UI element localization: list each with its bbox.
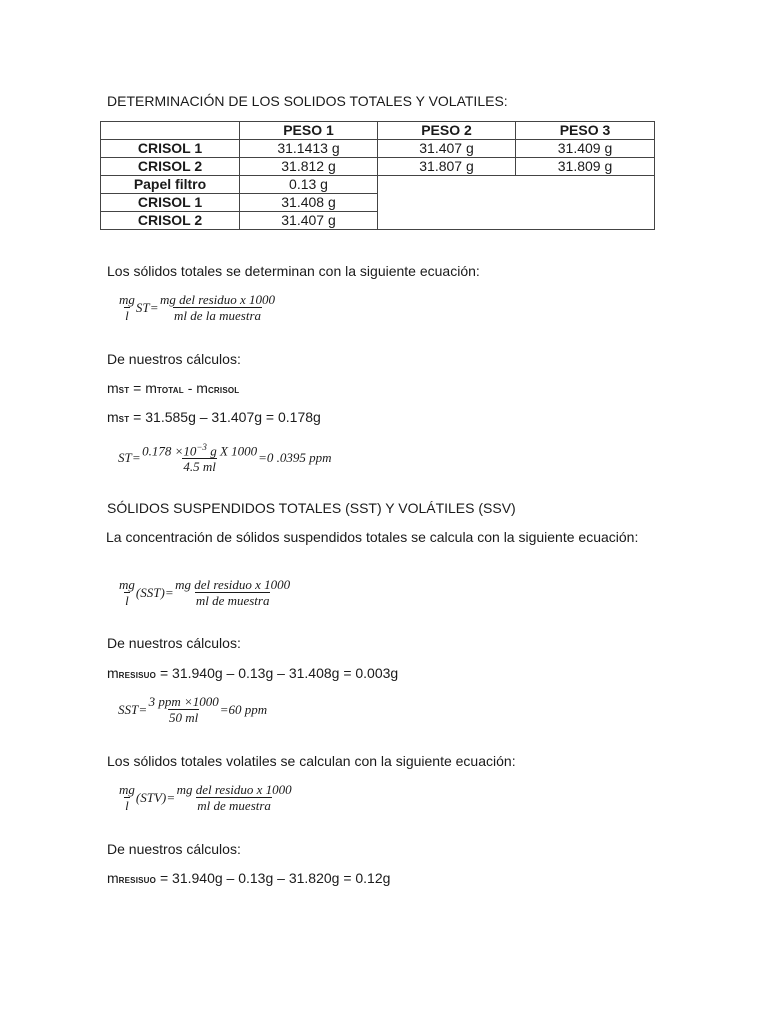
mass-symbol: m: [107, 665, 119, 681]
eq-numerator: mg del residuo x 1000: [176, 782, 292, 797]
stv-intro-text: Los sólidos totales volatiles se calculan con la siguiente ecuación:: [107, 753, 516, 769]
eq-denominator: 4.5 ml: [183, 459, 216, 475]
table-cell: 31.409 g: [516, 140, 655, 158]
row-label: CRISOL 1: [101, 194, 240, 212]
eq-variable: ST: [118, 449, 132, 465]
eq-equals: =: [132, 449, 141, 465]
table-cell: 31.407 g: [378, 140, 516, 158]
mst-calculation-line: [107, 409, 321, 425]
weights-table: [100, 121, 655, 230]
subscript: TOTAL: [156, 386, 184, 395]
eq-numerator: mg del residuo x 1000: [159, 292, 276, 307]
calc-label: De nuestros cálculos:: [107, 635, 241, 651]
table-cell: 31.809 g: [516, 158, 655, 176]
eq-denominator: l: [125, 593, 129, 608]
eq-denominator: ml de muestra: [197, 798, 271, 813]
subscript: RESISUO: [118, 876, 157, 885]
row-label: Papel filtro: [101, 176, 240, 194]
eq-variable: SST: [118, 702, 139, 717]
mresiduo-calculation-line: [107, 870, 390, 886]
text-fragment: = 31.940g – 0.13g – 31.408g = 0.003g: [156, 665, 399, 681]
table-cell: 31.407 g: [240, 212, 378, 230]
table-cell: 0.13 g: [240, 176, 378, 194]
st-intro-text: Los sólidos totales se determinan con la siguiente ecuación:: [107, 263, 480, 279]
eq-numerator: [141, 440, 258, 458]
eq-numerator: 3 ppm ×1000: [148, 694, 219, 709]
mst-definition-line: [107, 380, 239, 396]
eq-denominator: l: [125, 308, 129, 323]
table-row: [101, 158, 655, 176]
mass-symbol: m: [107, 870, 119, 886]
equation-sst-definition: [118, 577, 291, 609]
empty-cell: [378, 176, 655, 230]
eq-result: =0 .0395 ppm: [258, 449, 332, 465]
eq-equals: =: [139, 702, 147, 717]
eq-equals: =: [167, 790, 175, 805]
eq-variable: (SST): [135, 585, 165, 600]
eq-equals: =: [165, 585, 174, 600]
table-header-cell: PESO 3: [516, 122, 655, 140]
table-cell: 31.408 g: [240, 194, 378, 212]
mass-symbol: m: [107, 409, 119, 425]
eq-denominator: ml de la muestra: [173, 308, 262, 323]
table-cell: 31.812 g: [240, 158, 378, 176]
eq-numerator: mg: [119, 577, 135, 592]
eq-equals: =: [150, 300, 158, 315]
text-fragment: g X 1000: [206, 443, 258, 459]
eq-numerator: mg: [119, 292, 135, 307]
eq-variable: ST: [135, 300, 150, 315]
table-header-cell: [101, 122, 240, 140]
table-header-cell: PESO 1: [240, 122, 378, 140]
row-label: CRISOL 2: [101, 212, 240, 230]
calc-label: De nuestros cálculos:: [107, 841, 241, 857]
table-header-cell: PESO 2: [378, 122, 516, 140]
text-fragment: = m: [129, 380, 157, 396]
exponent: −3: [196, 442, 207, 452]
table-row: [101, 176, 655, 194]
equation-stv-definition: [118, 782, 293, 814]
text-fragment: 0.178 ×10: [142, 443, 197, 459]
eq-numerator: mg: [119, 782, 135, 797]
eq-result: =60 ppm: [219, 702, 268, 717]
section-heading-solids: DETERMINACIÓN DE LOS SOLIDOS TOTALES Y VOLATILES:: [107, 93, 508, 109]
section-heading-sst: SÓLIDOS SUSPENDIDOS TOTALES (SST) Y VOLÁTILES (SSV): [107, 500, 516, 516]
eq-numerator: mg del residuo x 1000: [175, 577, 291, 592]
eq-variable: (STV): [135, 790, 167, 805]
subscript: CRISOL: [207, 386, 240, 395]
row-label: CRISOL 1: [101, 140, 240, 158]
mass-symbol: m: [107, 380, 119, 396]
text-fragment: = 31.940g – 0.13g – 31.820g = 0.12g: [156, 870, 391, 886]
equation-st-result: [118, 440, 332, 475]
table-row: [101, 140, 655, 158]
subscript: RESISUO: [118, 671, 157, 680]
text-fragment: = 31.585g – 31.407g = 0.178g: [129, 409, 321, 425]
calc-label: De nuestros cálculos:: [107, 351, 241, 367]
subscript: ST: [118, 386, 130, 395]
sst-intro-text: La concentración de sólidos suspendidos totales se calcula con la siguiente ecuación:: [106, 529, 639, 545]
mresiduo-calculation-line: [107, 665, 398, 681]
subscript: ST: [118, 415, 130, 424]
table-cell: 31.1413 g: [240, 140, 378, 158]
eq-denominator: ml de muestra: [195, 593, 270, 608]
row-label: CRISOL 2: [101, 158, 240, 176]
table-cell: 31.807 g: [378, 158, 516, 176]
eq-denominator: 50 ml: [169, 710, 199, 725]
text-fragment: - m: [183, 380, 208, 396]
table-header-row: [101, 122, 655, 140]
equation-sst-result: [118, 694, 267, 726]
eq-denominator: l: [125, 798, 129, 813]
equation-st-definition: [118, 292, 276, 324]
